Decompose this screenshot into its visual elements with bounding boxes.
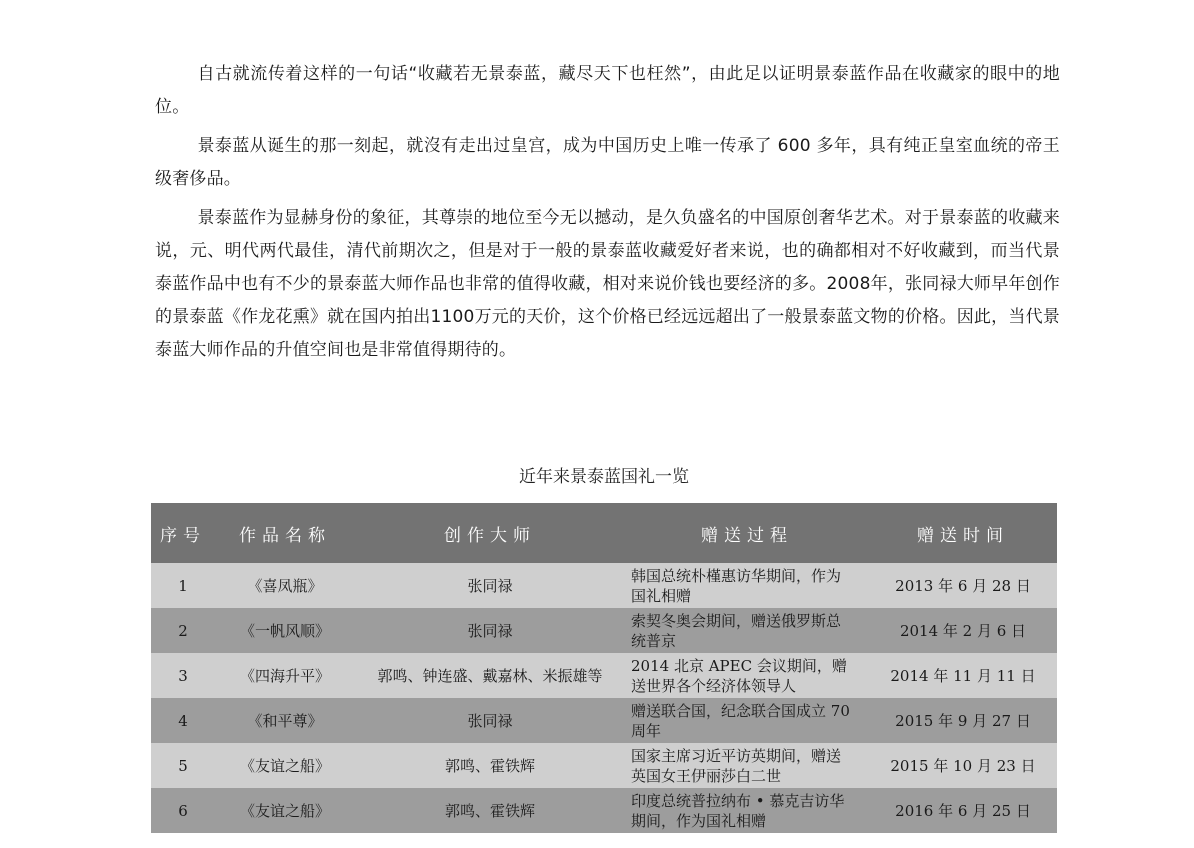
cell-date: 2015 年 10 月 23 日: [869, 743, 1057, 788]
cell-work-name: 《喜凤瓶》: [215, 563, 355, 608]
cell-index: 1: [151, 563, 215, 608]
cell-process: 印度总统普拉纳布 • 慕克吉访华期间，作为国礼相赠: [625, 788, 869, 833]
table-row: [151, 743, 1057, 788]
cell-process: 国家主席习近平访英期间，赠送英国女王伊丽莎白二世: [625, 743, 869, 788]
cell-work-name: 《友谊之船》: [215, 788, 355, 833]
paragraph-1: 自古就流传着这样的一句话“收藏若无景泰蓝，藏尽天下也枉然”，由此足以证明景泰蓝作品在收藏家的眼中的地位。: [155, 64, 1060, 117]
cell-work-name: 《一帆风顺》: [215, 608, 355, 653]
paragraph-2: 景泰蓝从诞生的那一刻起，就沒有走出过皇宫，成为中国历史上唯一传承了 600 多年，具有纯正皇室血统的帝王级奢侈品。: [155, 136, 1060, 189]
state-gifts-table: [151, 503, 1057, 833]
table-row: [151, 788, 1057, 833]
article-body: [155, 58, 1060, 373]
header-process: 赠送过程: [625, 503, 869, 563]
table-row: [151, 698, 1057, 743]
header-work-name: 作品名称: [215, 503, 355, 563]
table-caption: 近年来景泰蓝国礼一览: [519, 467, 689, 487]
table-row: [151, 608, 1057, 653]
cell-date: 2015 年 9 月 27 日: [869, 698, 1057, 743]
cell-date: 2014 年 2 月 6 日: [869, 608, 1057, 653]
cell-index: 3: [151, 653, 215, 698]
cell-master: 张同禄: [355, 563, 625, 608]
cell-work-name: 《和平尊》: [215, 698, 355, 743]
cell-master: 郭鸣、霍铁辉: [355, 743, 625, 788]
cell-date: 2013 年 6 月 28 日: [869, 563, 1057, 608]
cell-process: 赠送联合国，纪念联合国成立 70 周年: [625, 698, 869, 743]
cell-index: 4: [151, 698, 215, 743]
cell-index: 5: [151, 743, 215, 788]
table-row: [151, 563, 1057, 608]
paragraph-3: 景泰蓝作为显赫身份的象征，其尊崇的地位至今无以撼动，是久负盛名的中国原创奢华艺术。对于景泰蓝的收藏来说，元、明代两代最佳，清代前期次之，但是对于一般的景泰蓝收藏爱好者来说，也的确都相对不好收藏到，而当代景泰蓝作品中也有不少的景泰蓝大师作品也非常的值得收藏，相对来说价钱也要经济的多。2008年，张同禄大师早年创作的景泰蓝《作龙花熏》就在国内拍出1100万元的天价，这个价格已经远远超出了一般景泰蓝文物的价格。因此，当代景泰蓝大师作品的升值空间也是非常值得期待的。: [155, 208, 1060, 360]
cell-work-name: 《友谊之船》: [215, 743, 355, 788]
cell-work-name: 《四海升平》: [215, 653, 355, 698]
header-index: 序号: [151, 503, 215, 563]
cell-master: 郭鸣、钟连盛、戴嘉林、米振雄等: [355, 653, 625, 698]
cell-process: 韩国总统朴槿惠访华期间，作为国礼相赠: [625, 563, 869, 608]
cell-master: 郭鸣、霍铁辉: [355, 788, 625, 833]
cell-date: 2014 年 11 月 11 日: [869, 653, 1057, 698]
cell-process: 索契冬奥会期间，赠送俄罗斯总统普京: [625, 608, 869, 653]
cell-index: 2: [151, 608, 215, 653]
header-master: 创作大师: [355, 503, 625, 563]
table-header-row: [151, 503, 1057, 563]
cell-index: 6: [151, 788, 215, 833]
cell-date: 2016 年 6 月 25 日: [869, 788, 1057, 833]
header-date: 赠送时间: [869, 503, 1057, 563]
cell-master: 张同禄: [355, 698, 625, 743]
cell-master: 张同禄: [355, 608, 625, 653]
cell-process: 2014 北京 APEC 会议期间，赠送世界各个经济体领导人: [625, 653, 869, 698]
table-row: [151, 653, 1057, 698]
